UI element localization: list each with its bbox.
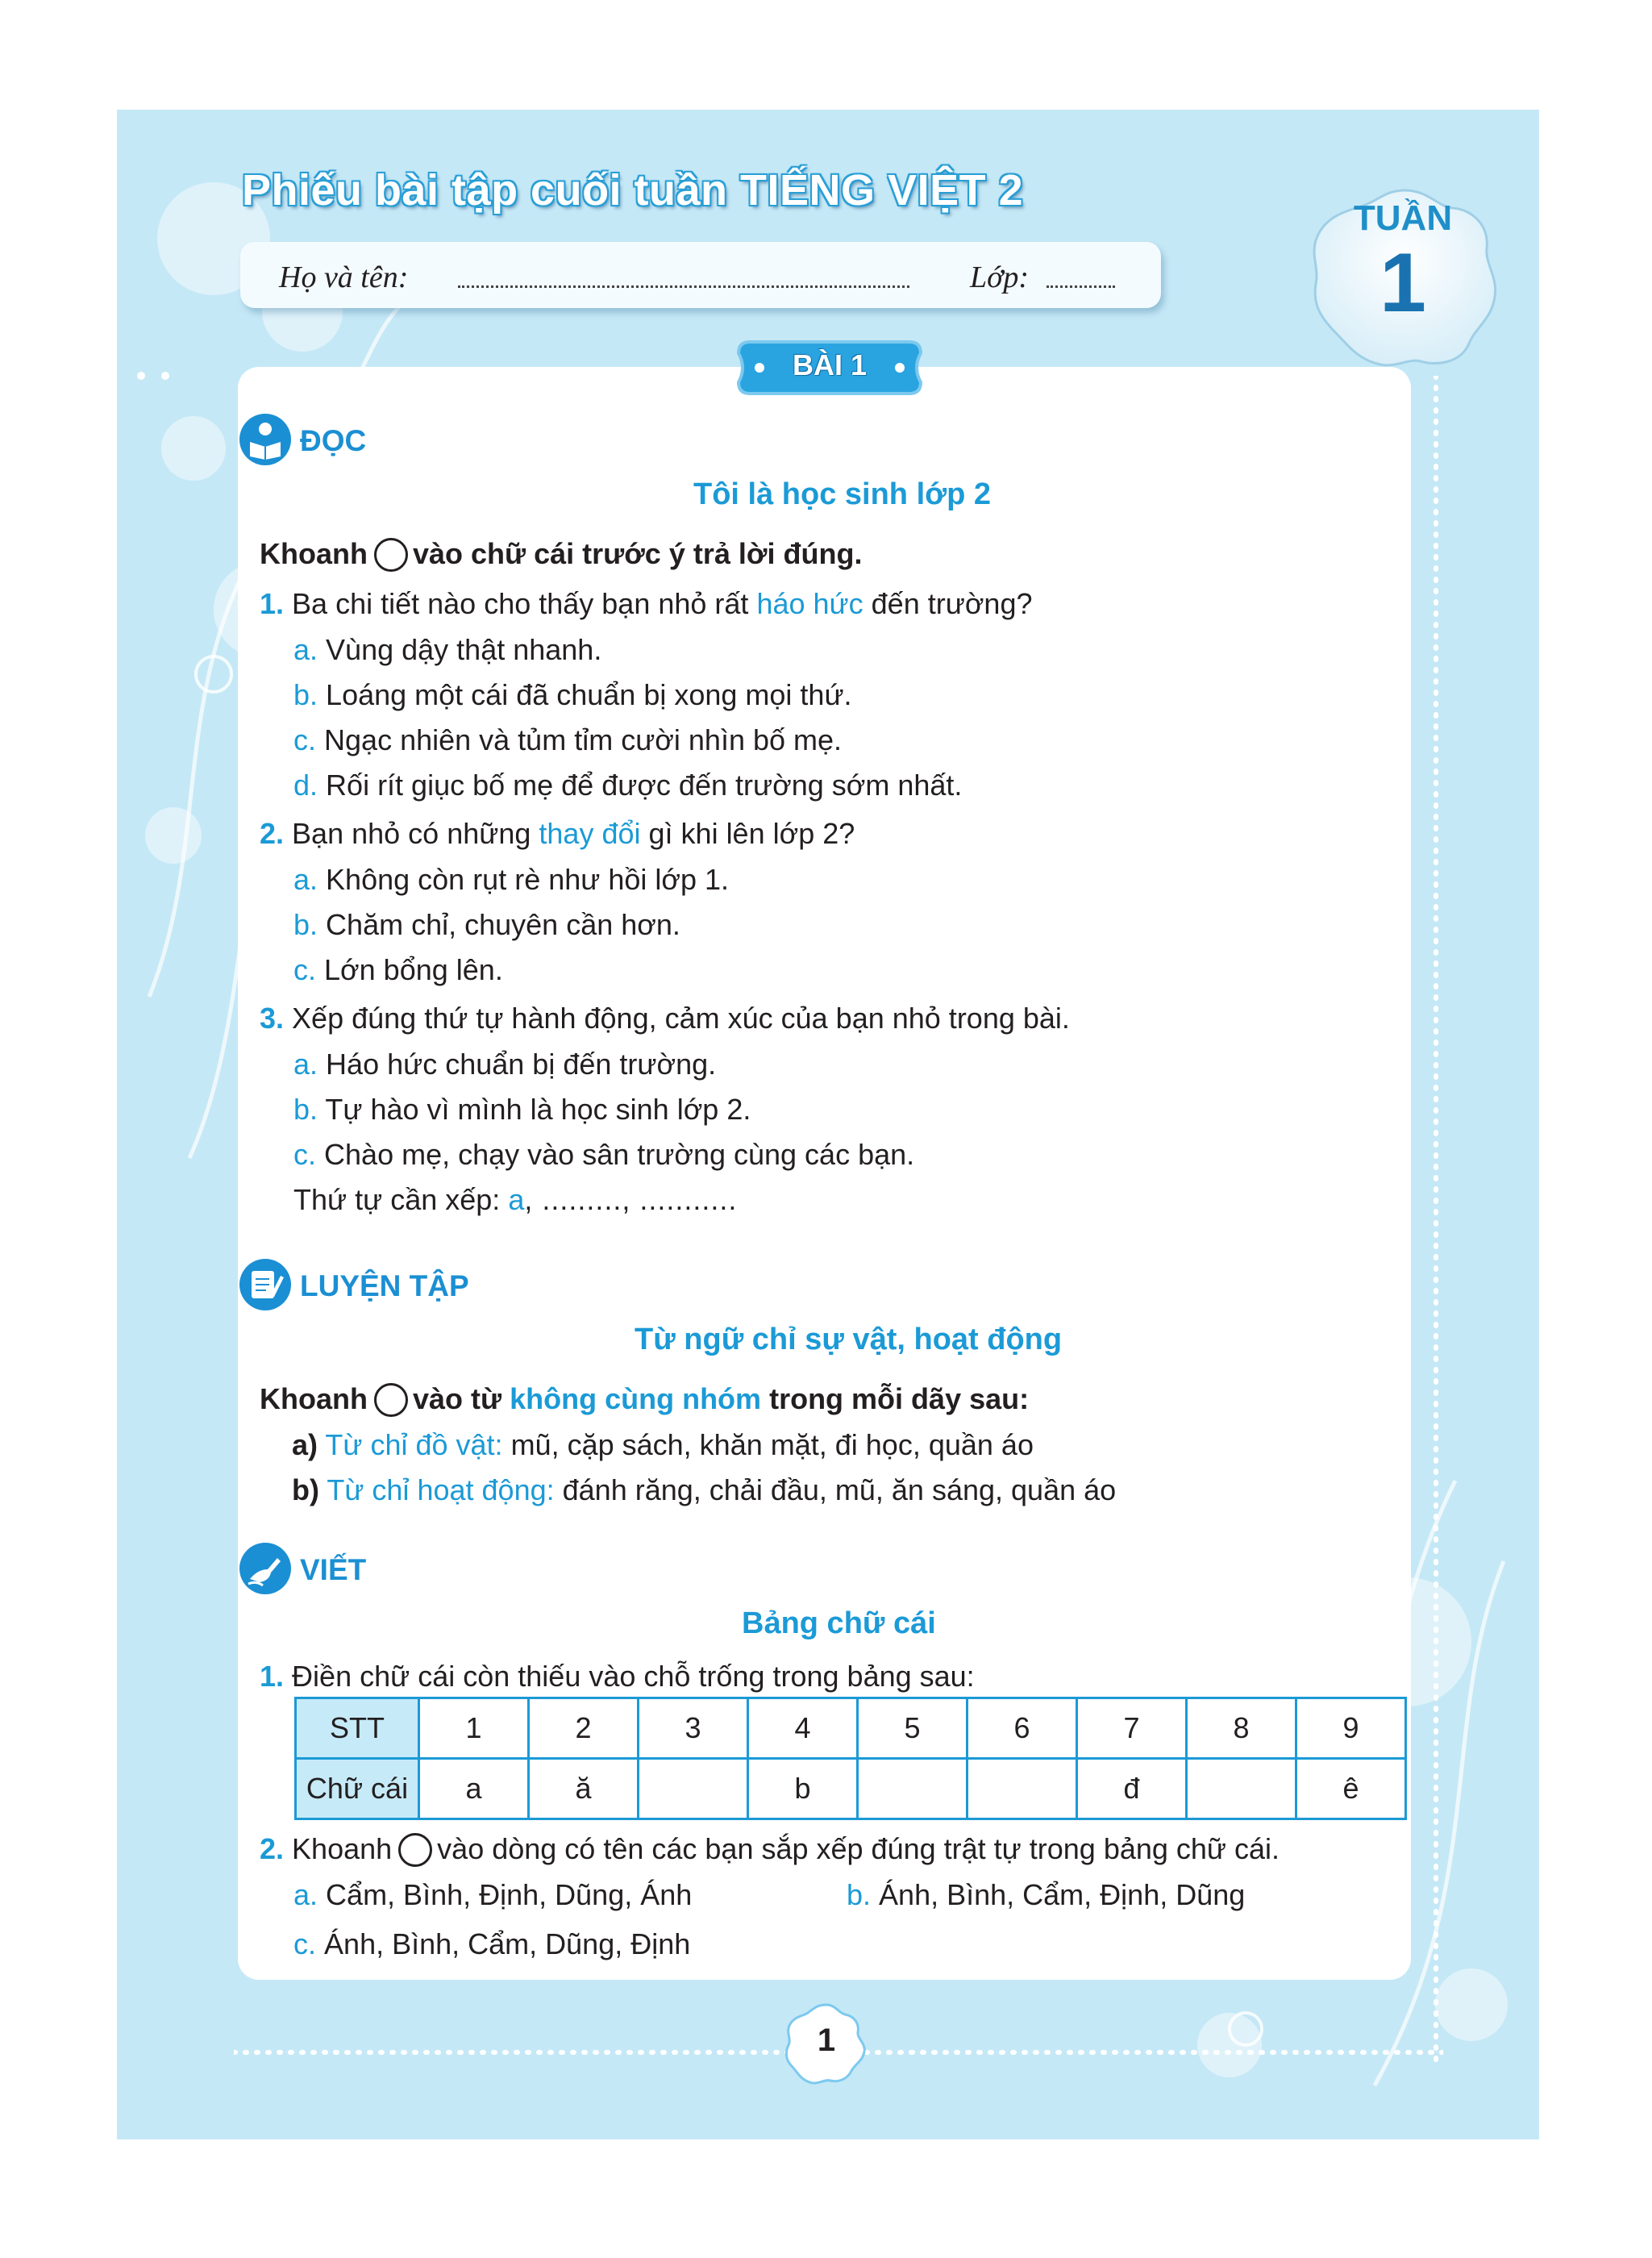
- option-text: Ánh, Bình, Cẩm, Định, Dũng: [879, 1878, 1246, 1911]
- instruction-text: Khoanh: [260, 537, 368, 570]
- practice-instruction: [260, 1382, 1029, 1417]
- option-3b: [293, 1093, 751, 1127]
- item-words[interactable]: đánh răng, chải đầu, mũ, ăn sáng, quần áo: [562, 1473, 1117, 1506]
- option-text: Cẩm, Bình, Định, Dũng, Ánh: [326, 1878, 693, 1911]
- practice-item-a: [292, 1428, 1034, 1462]
- option-2c[interactable]: [293, 953, 503, 987]
- question-text: Ba chi tiết nào cho thấy bạn nhỏ rất: [292, 587, 749, 620]
- option-w2c[interactable]: [293, 1927, 690, 1961]
- section-reading-title: ĐỌC: [300, 424, 367, 457]
- question-text: Bạn nhỏ có những: [292, 817, 531, 850]
- option-letter: c.: [293, 953, 317, 986]
- student-info-bar: [240, 242, 1161, 308]
- option-letter: c.: [293, 723, 317, 756]
- table-cell: 5: [858, 1698, 967, 1759]
- table-cell: 1: [419, 1698, 529, 1759]
- table-cell: ă: [529, 1759, 639, 1819]
- order-label: Thứ tự cần xếp:: [293, 1183, 501, 1216]
- option-text: Ngạc nhiên và tủm tỉm cười nhìn bố mẹ.: [324, 723, 843, 756]
- question-text: Khoanh: [292, 1832, 393, 1865]
- option-1c[interactable]: [293, 723, 842, 757]
- question-1: [260, 587, 1032, 621]
- option-letter: a.: [293, 1878, 318, 1911]
- table-cell: 9: [1296, 1698, 1406, 1759]
- question-3: [260, 1002, 1070, 1035]
- question-number: 3.: [260, 1002, 285, 1035]
- option-1a[interactable]: [293, 633, 601, 667]
- option-w2a[interactable]: [293, 1878, 692, 1912]
- question-text: đến trường?: [871, 587, 1033, 620]
- option-letter: b.: [293, 908, 318, 941]
- option-letter: a.: [293, 863, 318, 896]
- circle-icon: [374, 538, 408, 572]
- table-header-letter: Chữ cái: [296, 1759, 419, 1819]
- option-letter: b.: [293, 1093, 318, 1126]
- option-text: Không còn rụt rè như hồi lớp 1.: [326, 863, 730, 896]
- question-text: gì khi lên lớp 2?: [648, 817, 855, 850]
- circle-icon: [398, 1833, 432, 1867]
- question-text: Điền chữ cái còn thiếu vào chỗ trống trong bảng sau:: [292, 1660, 975, 1693]
- instruction-text: Khoanh: [260, 1382, 368, 1415]
- table-row-letters: [296, 1759, 1406, 1819]
- alphabet-table: [294, 1697, 1407, 1820]
- option-3c: [293, 1138, 914, 1172]
- option-2b[interactable]: [293, 908, 680, 942]
- instruction-text: vào từ: [412, 1382, 502, 1415]
- lesson-badge-label: BÀI 1: [792, 348, 868, 381]
- table-cell: 2: [529, 1698, 639, 1759]
- order-first: a: [508, 1183, 525, 1216]
- table-cell: 3: [639, 1698, 748, 1759]
- option-text: Loáng một cái đã chuẩn bị xong mọi thứ.: [326, 678, 852, 711]
- circle-icon: [374, 1383, 408, 1417]
- order-answer[interactable]: [293, 1183, 737, 1217]
- question-number: 2.: [260, 1832, 285, 1865]
- option-letter: c.: [293, 1927, 317, 1960]
- worksheet-title: Phiếu bài tập cuối tuần TIẾNG VIỆT 2: [242, 166, 1024, 215]
- table-cell: a: [419, 1759, 529, 1819]
- table-header-stt: STT: [296, 1698, 419, 1759]
- option-w2b[interactable]: [847, 1878, 1245, 1912]
- option-2a[interactable]: [293, 863, 729, 897]
- table-cell: 7: [1077, 1698, 1187, 1759]
- section-writing-title: VIẾT: [300, 1553, 367, 1586]
- option-letter: b.: [847, 1878, 872, 1911]
- table-cell: 6: [967, 1698, 1077, 1759]
- name-input-line[interactable]: [458, 285, 909, 288]
- writing-question-1: [260, 1660, 975, 1694]
- option-letter: a.: [293, 1048, 318, 1081]
- option-letter: c.: [293, 1138, 317, 1171]
- option-3a: [293, 1048, 716, 1081]
- option-text: Lớn bổng lên.: [324, 953, 503, 986]
- table-blank-cell[interactable]: [858, 1759, 967, 1819]
- item-label: a): [292, 1428, 318, 1461]
- pencil-notepad-icon: [239, 1258, 292, 1311]
- question-number: 2.: [260, 817, 285, 850]
- option-text: Háo hức chuẩn bị đến trường.: [326, 1048, 717, 1081]
- table-cell: đ: [1077, 1759, 1187, 1819]
- question-text: vào dòng có tên các bạn sắp xếp đúng trật tự trong bảng chữ cái.: [437, 1832, 1280, 1865]
- table-blank-cell[interactable]: [1187, 1759, 1296, 1819]
- option-1d[interactable]: [293, 769, 962, 802]
- question-2: [260, 817, 855, 851]
- option-text: Vùng dậy thật nhanh.: [326, 633, 602, 666]
- instruction-text: vào chữ cái trước ý trả lời đúng.: [412, 537, 863, 570]
- writing-subtitle: Bảng chữ cái: [742, 1606, 936, 1640]
- practice-subtitle: Từ ngữ chỉ sự vật, hoạt động: [635, 1323, 1063, 1356]
- class-input-line[interactable]: [1047, 285, 1115, 288]
- option-text: Rối rít giục bố mẹ để được đến trường sớm nhất.: [326, 769, 963, 802]
- writing-hand-icon: [239, 1542, 292, 1595]
- table-cell: 8: [1187, 1698, 1296, 1759]
- item-category: Từ chỉ hoạt động:: [327, 1473, 555, 1506]
- table-row-numbers: [296, 1698, 1406, 1759]
- writing-question-2: [260, 1832, 1280, 1867]
- table-blank-cell[interactable]: [967, 1759, 1077, 1819]
- table-blank-cell[interactable]: [639, 1759, 748, 1819]
- table-cell: b: [748, 1759, 858, 1819]
- section-practice-title: LUYỆN TẬP: [300, 1269, 469, 1302]
- order-blanks[interactable]: , ........., ...........: [524, 1183, 738, 1216]
- reading-instruction: [260, 537, 862, 572]
- option-1b[interactable]: [293, 678, 852, 712]
- option-text: Chào mẹ, chạy vào sân trường cùng các bạn.: [324, 1138, 915, 1171]
- item-words[interactable]: mũ, cặp sách, khăn mặt, đi học, quần áo: [510, 1428, 1034, 1461]
- question-highlight: háo hức: [756, 587, 863, 620]
- week-number: 1: [1379, 236, 1426, 330]
- name-label: Họ và tên:: [279, 260, 409, 294]
- option-text: Chăm chỉ, chuyên cần hơn.: [326, 908, 680, 941]
- item-category: Từ chỉ đồ vật:: [325, 1428, 503, 1461]
- option-letter: a.: [293, 633, 318, 666]
- week-label: TUẦN: [1353, 198, 1453, 238]
- table-cell: 4: [748, 1698, 858, 1759]
- instruction-highlight: không cùng nhóm: [510, 1382, 762, 1415]
- practice-item-b: [292, 1473, 1116, 1507]
- item-label: b): [292, 1473, 319, 1506]
- option-text: Ánh, Bình, Cẩm, Dũng, Định: [324, 1927, 691, 1960]
- option-letter: b.: [293, 678, 318, 711]
- reading-subtitle: Tôi là học sinh lớp 2: [693, 477, 992, 511]
- instruction-text: trong mỗi dãy sau:: [769, 1382, 1030, 1415]
- question-number: 1.: [260, 1660, 285, 1693]
- dotted-border-right: [1433, 376, 1439, 2069]
- question-text: Xếp đúng thứ tự hành động, cảm xúc của bạn nhỏ trong bài.: [292, 1002, 1070, 1035]
- question-number: 1.: [260, 587, 285, 620]
- option-text: Tự hào vì mình là học sinh lớp 2.: [325, 1093, 751, 1126]
- option-letter: d.: [293, 769, 318, 802]
- page-number: 1: [817, 2023, 836, 2058]
- table-cell: ê: [1296, 1759, 1406, 1819]
- class-label: Lớp:: [970, 260, 1030, 294]
- reading-book-icon: [239, 413, 292, 466]
- question-highlight: thay đổi: [539, 817, 641, 850]
